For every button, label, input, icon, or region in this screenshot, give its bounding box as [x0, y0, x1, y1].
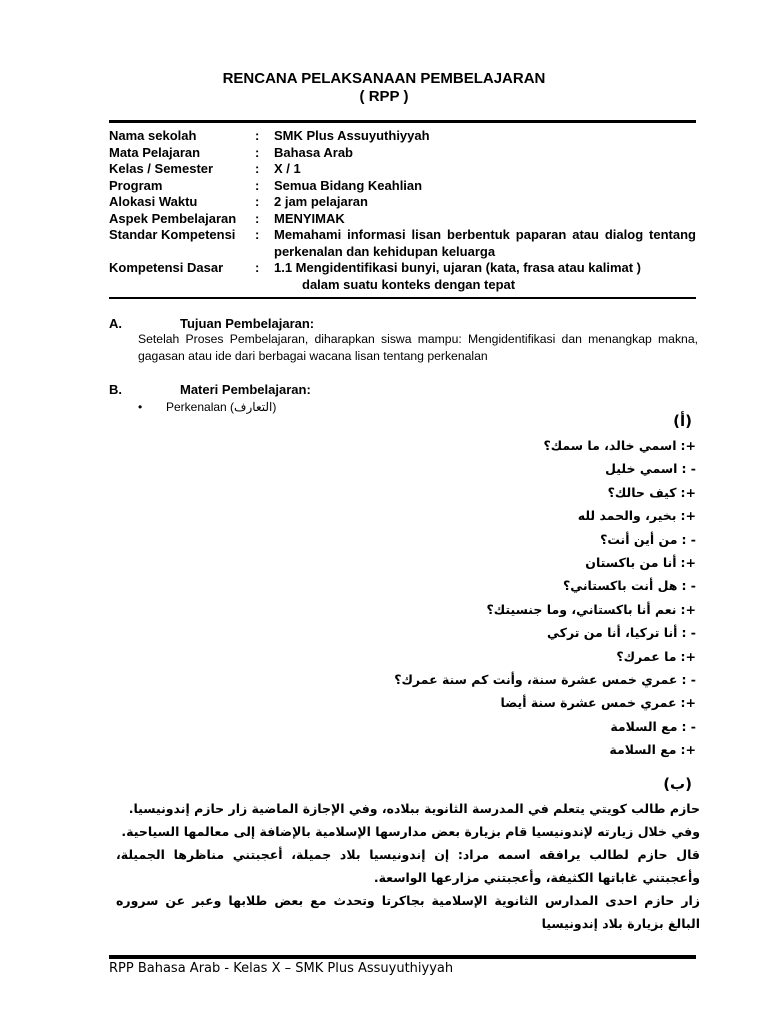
dialogue-line: [196, 457, 696, 480]
info-colon: :: [255, 210, 260, 226]
dialogue-line: [196, 645, 696, 668]
info-value: [274, 260, 696, 293]
dialogue-line: [196, 481, 696, 504]
dialogue-line: [196, 504, 696, 527]
dialogue-text: ما عمرك؟: [616, 648, 677, 664]
info-row-standard: [109, 227, 696, 260]
page-footer: RPP Bahasa Arab - Kelas X – SMK Plus Assuyuthiyyah: [109, 961, 454, 976]
document-title: RENCANA PELAKSANAAN PEMBELAJARAN: [222, 70, 546, 87]
dialogue-text: بخير، والحمد لله: [577, 508, 677, 524]
footer-divider: [109, 955, 696, 959]
info-label: Program: [109, 177, 163, 193]
reading-paragraph: حازم طالب كويتي يتعلم في المدرسة الثانوية ببلاده، وفي الإجازة الماضية زار حازم إندونيسيا.: [128, 801, 700, 816]
speaker-marker: - :: [681, 578, 696, 594]
dialogue-text: عمري خمس عشرة سنة، وأنت كم سنة عمرك؟: [394, 672, 678, 688]
section-letter: B.: [109, 382, 122, 397]
bullet-text: Perkenalan (التعارف): [166, 400, 277, 414]
section-a-body: Setelah Proses Pembelajaran, diharapkan siswa mampu: Mengidentifikasi dan menangkap makna, gagasan atau ide dari berbagai wacana lisan tentang perkenalan: [138, 332, 698, 363]
dialogue-label: (أ): [673, 412, 692, 430]
info-colon: :: [255, 177, 260, 193]
speaker-marker: - :: [681, 672, 696, 688]
speaker-marker: - :: [681, 531, 696, 547]
dialogue-text: عمري خمس عشرة سنة أيضا: [500, 695, 677, 711]
info-row-basic-competence: [109, 260, 696, 293]
info-label: Mata Pelajaran: [109, 144, 201, 160]
info-row-class: [109, 161, 696, 178]
info-colon: :: [255, 144, 260, 160]
dialogue-line: [196, 551, 696, 574]
speaker-marker: +:: [680, 601, 696, 617]
speaker-marker: - :: [681, 718, 696, 734]
speaker-marker: +:: [680, 438, 696, 453]
dialogue-line: [196, 691, 696, 714]
info-value: Memahami informasi lisan berbentuk paparan atau dialog tentang perkenalan dan kehidupan keluarga: [274, 227, 696, 259]
info-colon: :: [255, 194, 260, 209]
info-label: Standar Kompetensi: [109, 227, 236, 242]
info-value: SMK Plus Assuyuthiyyah: [274, 128, 430, 143]
dialogue-line: [196, 574, 696, 597]
bullet-item: [138, 400, 276, 414]
section-a-heading: [109, 316, 314, 331]
document-subtitle: ( RPP ): [359, 88, 409, 105]
dialogue-line: [196, 598, 696, 621]
dialogue-text: كيف حالك؟: [607, 484, 677, 500]
speaker-marker: +:: [680, 508, 696, 524]
info-label: Kompetensi Dasar: [109, 260, 224, 275]
section-title: Tujuan Pembelajaran:: [180, 316, 315, 331]
reading-paragraph: قال حازم لطالب يرافقه اسمه مراد: إن إندونيسيا بلاد جميلة، أعجبتني مناظرها الجميلة، وأعجبتني غاباتها الكثيفة، وأعجبتني مزارعها الواسعة.: [116, 847, 700, 885]
info-label: Aspek Pembelajaran: [109, 210, 237, 226]
info-label: Kelas / Semester: [109, 161, 214, 176]
info-value-continuation: dalam suatu konteks dengan tepat: [302, 276, 516, 292]
info-row-aspect: [109, 211, 696, 228]
speaker-marker: +:: [680, 648, 696, 664]
dialogue-text: اسمي خليل: [605, 461, 678, 477]
speaker-marker: +:: [680, 555, 696, 571]
reading-label: (ب): [663, 775, 692, 793]
info-row-time: [109, 194, 696, 211]
dialogue-line: [196, 528, 696, 551]
info-row-school: [109, 128, 696, 145]
section-title: Materi Pembelajaran:: [180, 382, 311, 397]
info-row-subject: [109, 145, 696, 162]
dialogue-text: هل أنت باكستاني؟: [562, 578, 678, 594]
dialogue-text: نعم أنا باكستاني، وما جنسيتك؟: [486, 601, 677, 617]
info-value: Bahasa Arab: [274, 144, 353, 160]
identity-table: [109, 128, 696, 293]
info-colon: :: [255, 260, 260, 275]
speaker-marker: +:: [680, 484, 696, 500]
bullet-icon: •: [138, 400, 143, 414]
info-row-program: [109, 178, 696, 195]
info-colon: :: [255, 227, 260, 242]
info-value: Semua Bidang Keahlian: [274, 177, 423, 193]
info-colon: :: [255, 128, 260, 143]
section-letter: A.: [109, 316, 122, 331]
dialogue-line: [196, 738, 696, 761]
dialogue-text: من أين أنت؟: [600, 531, 678, 547]
dialogue-line: [196, 621, 696, 644]
reading-text: [116, 797, 700, 935]
speaker-marker: - :: [681, 461, 696, 477]
speaker-marker: - :: [681, 625, 696, 641]
reading-paragraph: زار حازم احدى المدارس الثانوية الإسلامية بجاكرتا وتحدث مع بعض طلابها وعبر عن سروره البالغ بزيارة بلاد إندونيسيا: [116, 893, 700, 931]
info-value: 2 jam pelajaran: [274, 194, 368, 209]
top-divider: [109, 120, 696, 123]
dialogue-text: مع السلامة: [610, 718, 678, 734]
dialogue-text: اسمي خالد، ما سمك؟: [543, 438, 677, 453]
info-label: Nama sekolah: [109, 128, 197, 143]
dialogue-text: مع السلامة: [609, 742, 677, 758]
dialogue-line: [196, 715, 696, 738]
dialogue-text: أنا من باكستان: [585, 555, 677, 571]
speaker-marker: +:: [680, 742, 696, 758]
info-value: MENYIMAK: [274, 210, 345, 226]
reading-paragraph: وفي خلال زيارته لإندونيسيا قام بزيارة بعض مدارسها الإسلامية بالإضافة إلى معالمها السياحية.: [121, 824, 700, 839]
middle-divider: [109, 297, 696, 299]
info-colon: :: [255, 161, 260, 176]
dialogue-text: أنا تركيا، أنا من تركي: [547, 625, 678, 641]
info-label: Alokasi Waktu: [109, 194, 198, 209]
info-value: X / 1: [274, 161, 301, 176]
dialogue-line: [196, 434, 696, 457]
info-value-line: 1.1 Mengidentifikasi bunyi, ujaran (kata, frasa atau kalimat ): [274, 260, 642, 275]
dialogue-line: [196, 668, 696, 691]
speaker-marker: +:: [680, 695, 696, 711]
section-b-heading: [109, 382, 311, 397]
dialogue: [196, 434, 696, 762]
